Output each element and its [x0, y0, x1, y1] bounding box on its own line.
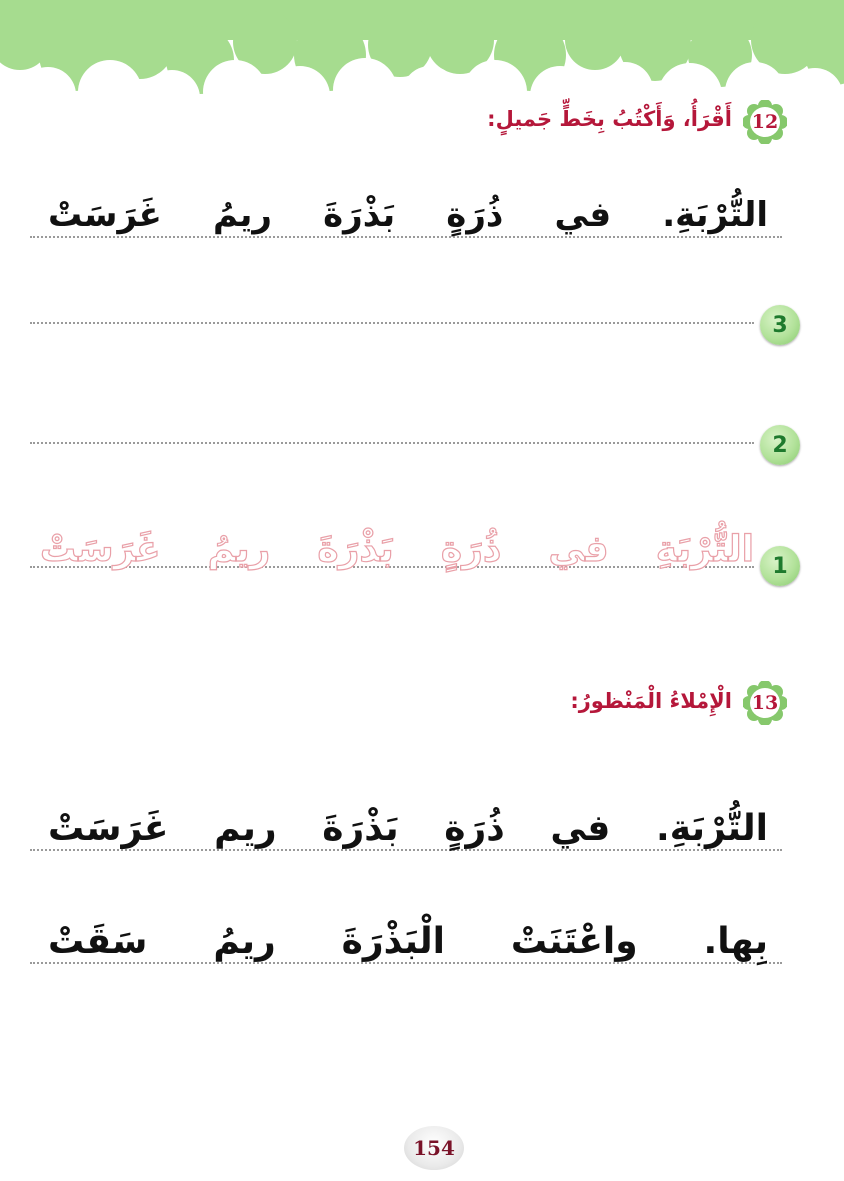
exercise-number: 12 — [751, 111, 779, 133]
exercise-instruction: أَقْرَأُ، وَأَكْتُبُ بِخَطٍّ جَميلٍ: — [487, 107, 732, 131]
line-number-badge — [760, 425, 800, 465]
dotted-writing-line — [30, 442, 754, 444]
writing-line-3[interactable] — [30, 300, 754, 340]
line-number-badge — [760, 546, 800, 586]
line-number: 1 — [772, 553, 788, 579]
line-number: 2 — [772, 432, 788, 458]
trace-word: التُّرْبَةِ — [655, 529, 754, 570]
trace-word: في — [548, 529, 609, 570]
trace-word: غَرَسَتْ — [40, 529, 161, 570]
word: بَذْرَةَ — [323, 195, 396, 235]
dotted-writing-line — [30, 962, 782, 964]
word: بَذْرَةَ — [322, 808, 399, 849]
exercise-number: 13 — [751, 692, 779, 714]
cloud-header-decoration — [0, 0, 844, 110]
word: سَقَتْ — [48, 921, 148, 962]
tracing-line-1[interactable] — [30, 528, 754, 576]
word: غَرَسَتْ — [48, 808, 169, 849]
dictation-sentence-1 — [30, 805, 782, 855]
trace-word: بَذْرَةَ — [317, 529, 394, 570]
word: ذُرَةٍ — [444, 808, 505, 849]
dotted-writing-line — [30, 322, 754, 324]
word: ريم — [214, 808, 277, 849]
trace-word: ذُرَةٍ — [440, 529, 502, 570]
exercise-instruction: الْإِمْلاءُ الْمَنْظورُ: — [570, 689, 732, 713]
word: في — [554, 195, 612, 235]
line-number-badge — [760, 305, 800, 345]
word: في — [550, 808, 611, 849]
word: التُّرْبَةِ. — [656, 808, 768, 849]
word: ريمُ — [212, 195, 272, 235]
word: الْبَذْرَةَ — [341, 921, 445, 962]
page-number: 154 — [404, 1126, 464, 1170]
dotted-writing-line — [30, 849, 782, 851]
word: ريمُ — [213, 921, 276, 962]
line-number: 3 — [772, 312, 788, 338]
exercise-number-badge — [743, 681, 787, 725]
exercise-number-badge — [743, 100, 787, 144]
dictation-sentence-2 — [30, 918, 782, 968]
word: غَرَسَتْ — [48, 195, 162, 235]
word: ذُرَةٍ — [446, 195, 504, 235]
word: التُّرْبَةِ. — [662, 195, 768, 235]
writing-line-2[interactable] — [30, 420, 754, 460]
trace-word: ريمُ — [207, 529, 271, 570]
word: بِها. — [703, 921, 768, 962]
word: واعْتَنَتْ — [510, 921, 638, 962]
model-sentence-row — [30, 190, 782, 238]
dotted-writing-line — [30, 236, 782, 238]
